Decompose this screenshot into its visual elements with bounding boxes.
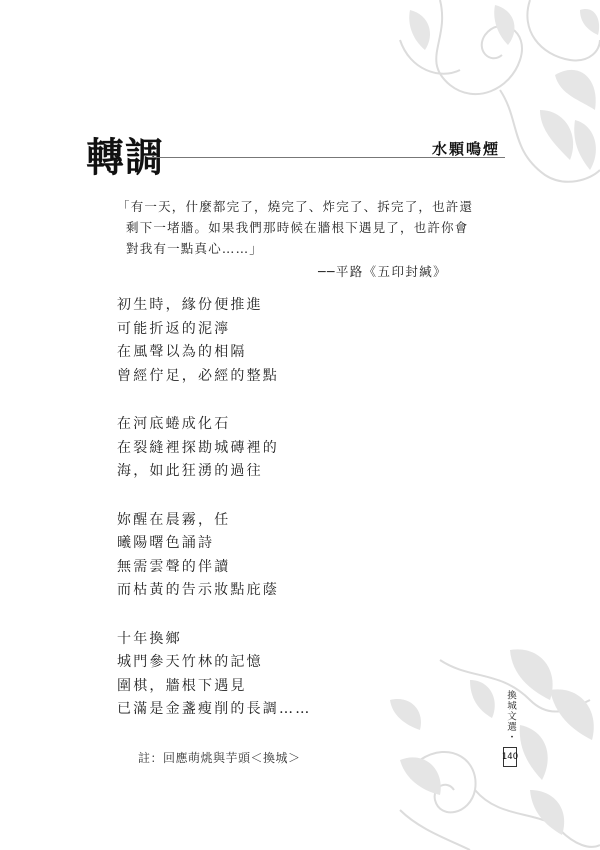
verse-line: 而枯黃的告示妝點庇蔭 [117, 582, 279, 598]
verse-line: 在風聲以為的相隔 [117, 344, 247, 360]
author-name: 水顆鳴煙 [432, 140, 501, 158]
verse-line: 妳醒在晨霧，任 [117, 511, 231, 528]
verse-line: 圍棋，牆根下遇見 [117, 677, 247, 694]
verse-line: 無需雲聲的伴讀 [117, 558, 231, 575]
verse-line: 可能折返的泥濘 [117, 320, 231, 337]
epigraph [117, 196, 512, 259]
verse-line: 城門參天竹林的記憶 [117, 654, 263, 670]
verse-line: 曦陽曙色誦詩 [117, 535, 215, 551]
verse-line: 已滿是金盞瘦削的長調…… [117, 701, 312, 717]
section-tab [503, 690, 517, 767]
verse-line: 初生時，緣份便推進 [117, 297, 263, 313]
epigraph-line: 對我有一點真心……」 [126, 241, 264, 256]
page-number: 140 [503, 747, 517, 767]
epigraph-source: ──平路《五印封緘》 [318, 264, 448, 279]
floral-ornament-bottom [380, 640, 600, 850]
verse-line: 曾經佇足，必經的整點 [117, 367, 279, 384]
poem-title: 轉調 [86, 133, 165, 181]
stanza [117, 509, 311, 603]
verse-line: 十年換鄉 [117, 630, 182, 647]
stanza [117, 294, 311, 388]
floral-ornament-top [380, 0, 600, 190]
verse-line: 在裂縫裡探勘城磚裡的 [117, 439, 279, 456]
stanza [117, 413, 311, 484]
section-label: 換城文選・ [505, 690, 516, 743]
verse-line: 在河底蜷成化石 [117, 416, 231, 432]
footnote: 註：回應萌烑與芋頭＜換城＞ [138, 751, 301, 765]
poem-body [117, 294, 311, 747]
stanza [117, 628, 311, 722]
epigraph-line: 剩下一堵牆。如果我們那時候在牆根下遇見了，也許你會 [126, 220, 469, 235]
epigraph-line: 「有一天，什麼都完了，燒完了、炸完了、拆完了，也許還 [117, 199, 474, 214]
verse-line: 海，如此狂湧的過往 [117, 463, 263, 479]
